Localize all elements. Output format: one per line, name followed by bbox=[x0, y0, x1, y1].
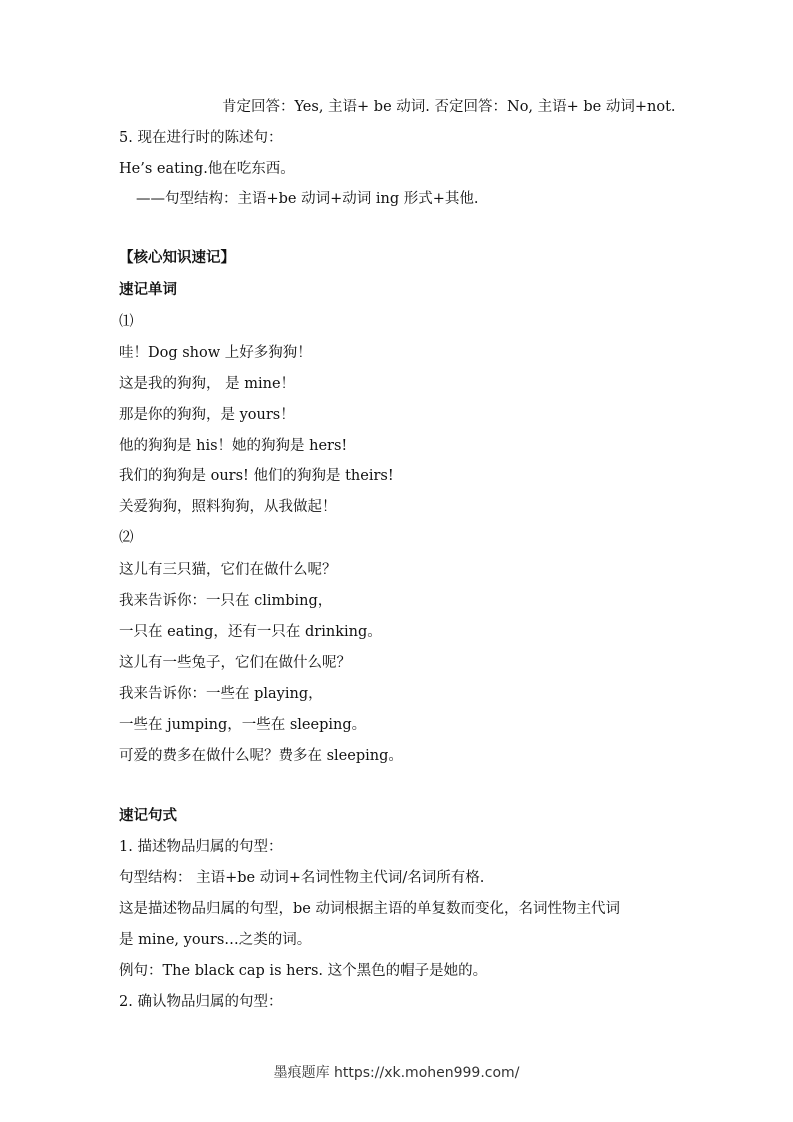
rhyme-line: 我来告诉你：一些在 playing， bbox=[119, 686, 323, 702]
pattern-structure: 句型结构： 主语+be 动词+名词性物主代词/名词所有格. bbox=[119, 870, 485, 886]
rhyme-line: 这儿有一些兔子，它们在做什么呢？ bbox=[119, 655, 351, 671]
rhyme-line: 可爱的费多在做什么呢？费多在 sleeping。 bbox=[119, 748, 403, 764]
example-sentence: He’s eating.他在吃东西。 bbox=[119, 161, 295, 177]
sentence-structure: ——句型结构：主语+be 动词+动词 ing 形式+其他. bbox=[136, 191, 479, 207]
pattern-explanation-cont: 是 mine, yours…之类的词。 bbox=[119, 932, 312, 948]
rhyme-line: 我来告诉你：一只在 climbing， bbox=[119, 593, 333, 609]
rhyme-line: 一只在 eating，还有一只在 drinking。 bbox=[119, 624, 382, 640]
pattern-example: 例句：The black cap is hers. 这个黑色的帽子是她的。 bbox=[119, 963, 488, 979]
pattern-explanation: 这是描述物品归属的句型，be 动词根据主语的单复数而变化，名词性物主代词 bbox=[119, 901, 620, 917]
rhyme-line: 这儿有三只猫，它们在做什么呢？ bbox=[119, 562, 337, 578]
rhyme-line: 哇！Dog show 上好多狗狗！ bbox=[119, 345, 312, 361]
rhyme-2-number: ⑵ bbox=[119, 530, 134, 546]
rhyme-line: 关爱狗狗，照料狗狗，从我做起！ bbox=[119, 499, 337, 515]
rhyme-line: 他的狗狗是 his！她的狗狗是 hers! bbox=[119, 438, 348, 454]
pattern-2-heading: 2. 确认物品归属的句型： bbox=[119, 994, 283, 1010]
section-5-heading: 5. 现在进行时的陈述句： bbox=[119, 130, 283, 146]
rhyme-line: 我们的狗狗是 ours! 他们的狗狗是 theirs! bbox=[119, 468, 394, 484]
rhyme-1-number: ⑴ bbox=[119, 314, 134, 330]
answer-format-line: 肯定回答：Yes, 主语+ be 动词. 否定回答：No, 主语+ be 动词+not. bbox=[222, 99, 676, 115]
vocab-heading: 速记单词 bbox=[119, 282, 177, 298]
rhyme-line: 一些在 jumping，一些在 sleeping。 bbox=[119, 717, 367, 733]
rhyme-line: 那是你的狗狗，是 yours！ bbox=[119, 407, 295, 423]
sentence-patterns-heading: 速记句式 bbox=[119, 808, 177, 824]
core-knowledge-heading: 【核心知识速记】 bbox=[119, 250, 235, 266]
rhyme-line: 这是我的狗狗， 是 mine！ bbox=[119, 376, 296, 392]
pattern-1-heading: 1. 描述物品归属的句型： bbox=[119, 839, 283, 855]
footer-watermark: 墨痕题库 https://xk.mohen999.com/ bbox=[273, 1065, 520, 1081]
